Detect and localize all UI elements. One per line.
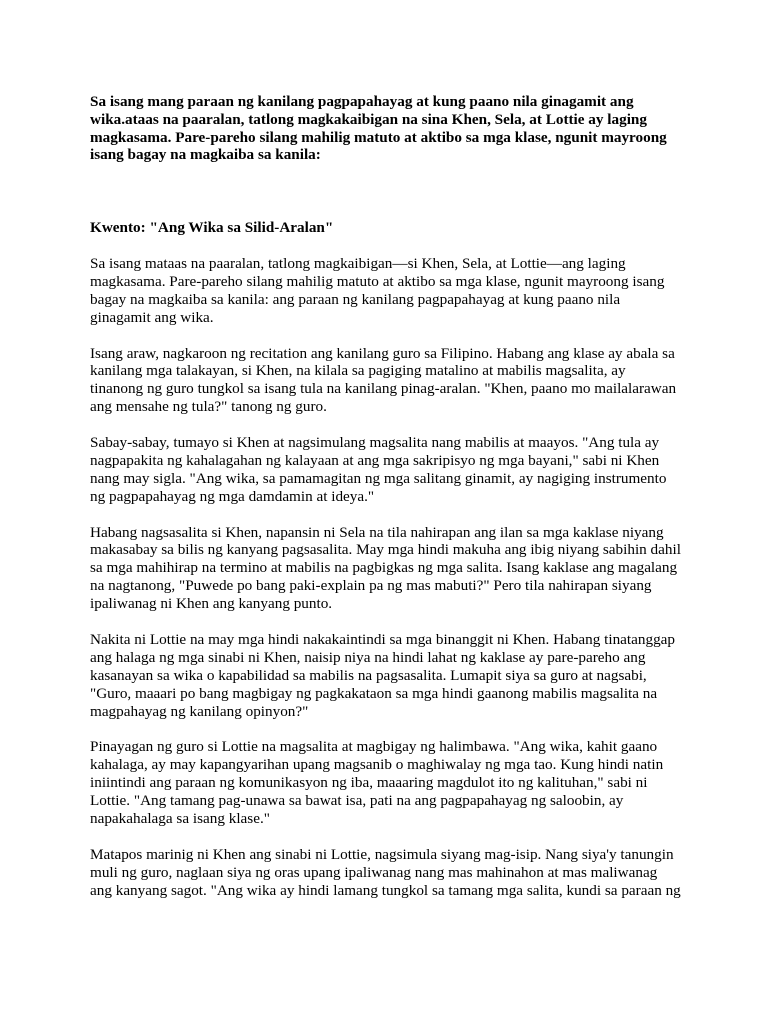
story-paragraph-7: Matapos marinig ni Khen ang sinabi ni Lottie, nagsimula siyang mag-isip. Nang siya'y tanungin muli ng guro, naglaan siya ng oras upang ipaliwanag nang mas mahinahon at mas maliwanag ang kanyang sagot. "Ang wika ay hindi lamang tungkol sa tamang mga salita, kundi sa paraan ng xyxy=(90,845,681,899)
story-paragraph-6: Pinayagan ng guro si Lottie na magsalita at magbigay ng halimbawa. "Ang wika, kahit gaano kahalaga, ay may kapangyarihan upang magsanib o maghiwalay ng mga tao. Kung hindi natin iniintindi ang paraan ng komunikasyon ng iba, maaaring magdulot ito ng kalituhan," sabi ni Lottie. "Ang tamang pag-unawa sa bawat isa, pati na ang pagpapahayag ng saloobin, ay napakahalaga sa isang klase." xyxy=(90,738,664,828)
story-body xyxy=(90,255,690,917)
intro-paragraph: Sa isang mang paraan ng kanilang pagpapahayag at kung paano nila ginagamit ang wika.ataas na paaralan, tatlong magkakaibigan na sina Khen, Sela, at Lottie ay laging magkasama. Pare-pareho silang mahilig matuto at aktibo sa mga klase, ngunit mayroong isang bagay na magkaiba sa kanila: xyxy=(90,93,667,164)
story-paragraph-1: Sa isang mataas na paaralan, tatlong magkaibigan—si Khen, Sela, at Lottie—ang laging magkasama. Pare-pareho silang mahilig matuto at aktibo sa mga klase, ngunit mayroong isang bagay na magkaiba sa kanila: ang paraan ng kanilang pagpapahayag at kung paano nila ginagamit ang wika. xyxy=(90,255,665,326)
story-title: Kwento: "Ang Wika sa Silid-Aralan" xyxy=(90,219,334,236)
document-page xyxy=(90,93,681,899)
story-paragraph-3: Sabay-sabay, tumayo si Khen at nagsimulang magsalita nang mabilis at maayos. "Ang tula ay nagpapakita ng kahalagahan ng kalayaan at ang mga sakripisyo ng mga bayani," sabi ni Khen nang may sigla. "Ang wika, sa pamamagitan ng mga salitang ginamit, ay nagiging instrumento ng pagpapahayag ng mga damdamin at ideya." xyxy=(90,434,667,505)
story-paragraph-4: Habang nagsasalita si Khen, napansin ni Sela na tila nahirapan ang ilan sa mga kaklase niyang makasabay sa bilis ng kanyang pagsasalita. May mga hindi makuha ang ibig niyang sabihin dahil sa mga mahihirap na termino at mabilis na pagbigkas ng mga salita. Isang kaklase ang magalang na nagtanong, "Puwede po bang paki-explain pa ng mas mabuti?" Pero tila nahirapan siyang ipaliwanag ni Khen ang kanyang punto. xyxy=(90,523,681,613)
story-paragraph-2: Isang araw, nagkaroon ng recitation ang kanilang guro sa Filipino. Habang ang klase ay abala sa kanilang mga talakayan, si Khen, na kilala sa pagiging matalino at mabilis magsalita, ay tinanong ng guro tungkol sa isang tula na kanilang pinag-aralan. "Khen, paano mo mailalarawan ang mensahe ng tula?" tanong ng guro. xyxy=(90,344,677,416)
story-paragraph-5: Nakita ni Lottie na may mga hindi nakakaintindi sa mga binanggit ni Khen. Habang tinatanggap ang halaga ng mga sinabi ni Khen, naisip niya na hindi lahat ng kaklase ay pare-pareho ang kasanayan sa wika o kapabilidad sa mabilis na pagsasalita. Lumapit siya sa guro at nagsabi, "Guro, maaari po bang magbigay ng pagkakataon sa mga hindi gaanong mabilis magsalita na magpahayag ng kanilang opinyon?" xyxy=(90,630,675,720)
